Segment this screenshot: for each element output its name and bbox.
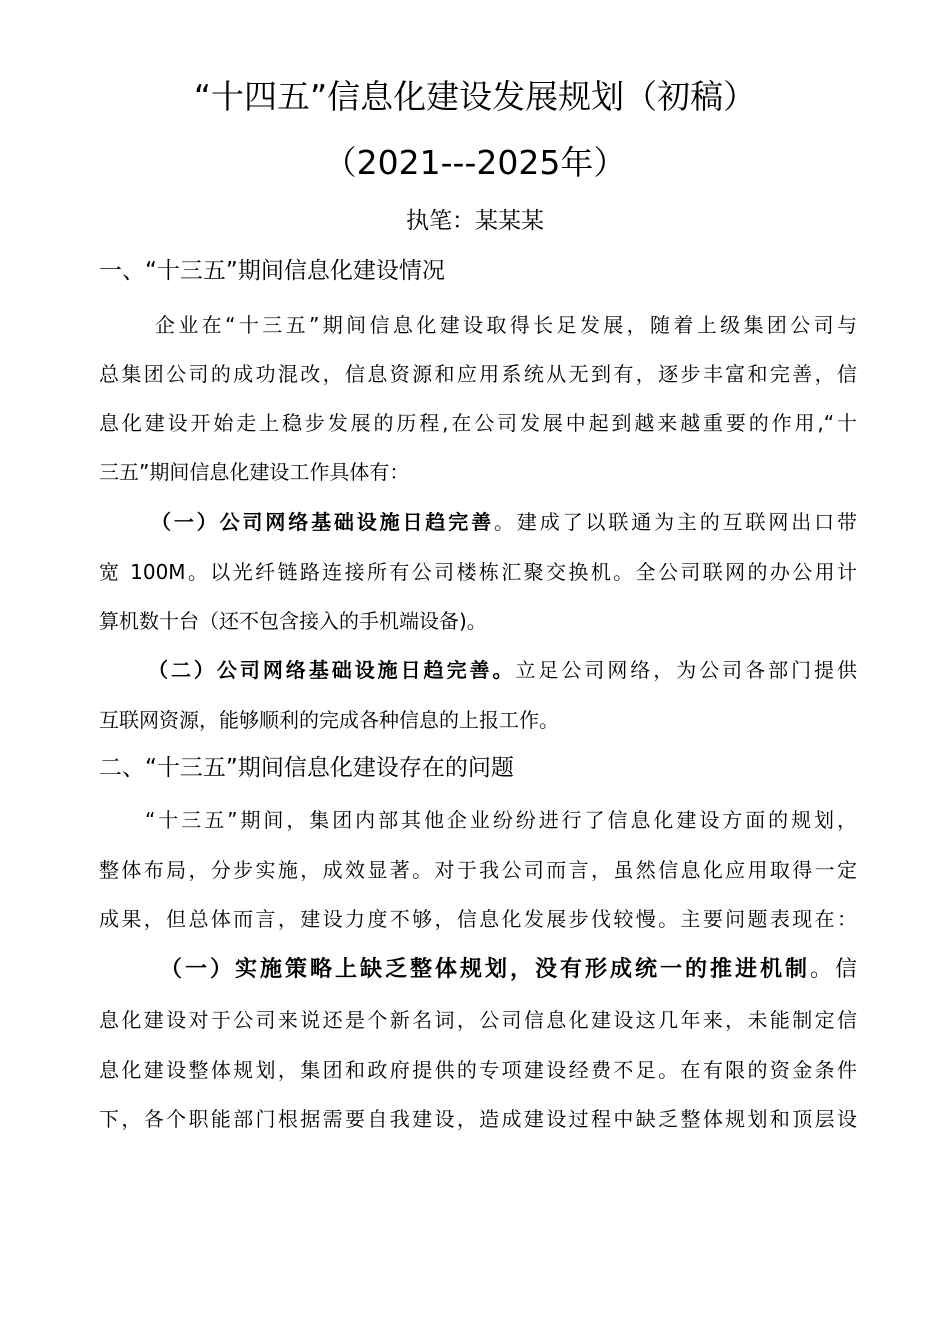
section-1-paragraph-line: 企业在“十三五”期间信息化建设取得长足发展，随着上级集团公司与 <box>155 313 857 337</box>
section-1-item-2-line <box>148 656 857 684</box>
section-2-item-1-line: 息化建设整体规划，集团和政府提供的专项建设经费不足。在有限的资金条件 <box>99 1058 857 1082</box>
section-1-item-1-text: 。建成了以联通为主的互联网出口带 <box>494 510 857 534</box>
section-1-heading: 一、“十三五”期间信息化建设情况 <box>99 258 445 284</box>
document-title: “十四五”信息化建设发展规划（初稿） <box>193 77 757 116</box>
section-1-item-1-bold: （一）公司网络基础设施日趋完善 <box>151 510 494 534</box>
section-1-item-2-line: 互联网资源，能够顺利的完成各种信息的上报工作。 <box>99 708 559 732</box>
section-1-paragraph-line: 息化建设开始走上稳步发展的历程,在公司发展中起到越来越重要的作用,“十 <box>99 411 857 435</box>
section-2-item-1-line <box>160 956 857 984</box>
document-author: 执笔：某某某 <box>406 208 544 234</box>
section-2-item-1-bold: （一）实施策略上缺乏整体规划，没有形成统一的推进机制 <box>160 957 810 982</box>
section-2-heading: 二、“十三五”期间信息化建设存在的问题 <box>99 755 514 781</box>
section-2-item-1-line: 下，各个职能部门根据需要自我建设，造成建设过程中缺乏整体规划和顶层设 <box>99 1107 857 1131</box>
section-1-item-1-line: 算机数十台（还不包含接入的手机端设备)。 <box>99 609 487 633</box>
section-1-paragraph-line: 总集团公司的成功混改，信息资源和应用系统从无到有，逐步丰富和完善，信 <box>99 362 857 386</box>
section-2-paragraph-line: 整体布局，分步实施，成效显著。对于我公司而言，虽然信息化应用取得一定 <box>99 858 857 882</box>
section-1-item-2-bold: （二）公司网络基础设施日趋完善。 <box>148 658 516 682</box>
section-2-item-1-line: 息化建设对于公司来说还是个新名词，公司信息化建设这几年来，未能制定信 <box>99 1008 857 1032</box>
section-1-item-1-line: 宽 100M。以光纤链路连接所有公司楼栋汇聚交换机。全公司联网的办公用计 <box>99 560 857 584</box>
section-1-item-1-line <box>151 508 857 536</box>
document-subtitle: （2021---2025年） <box>323 143 627 182</box>
section-2-paragraph-line: “十三五”期间，集团内部其他企业纷纷进行了信息化建设方面的规划， <box>145 808 857 832</box>
section-2-paragraph-line: 成果，但总体而言，建设力度不够，信息化发展步伐较慢。主要问题表现在： <box>99 907 857 931</box>
section-1-paragraph-line: 三五”期间信息化建设工作具体有： <box>99 460 410 484</box>
section-1-item-2-text: 立足公司网络，为公司各部门提供 <box>515 658 858 682</box>
section-2-item-1-text: 。信 <box>809 957 857 982</box>
